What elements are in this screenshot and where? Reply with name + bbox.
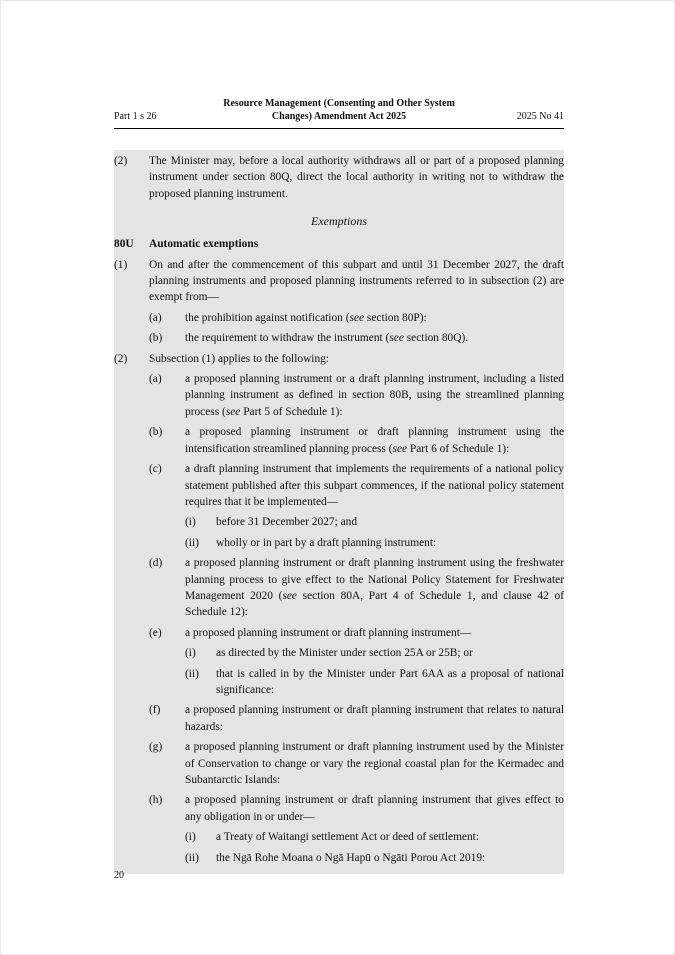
subparagraph-row <box>185 645 564 661</box>
paragraph-row <box>149 739 564 788</box>
paragraph-row <box>149 625 564 641</box>
provision-label: (g) <box>149 741 163 754</box>
provision-text: a draft planning instrument that implements the requirements of a national policy statement published after this subpart commences, if the national policy statement requires that it be implemented— <box>185 463 564 508</box>
provision-text: a Treaty of Waitangi settlement Act or deed of settlement: <box>216 831 480 844</box>
header-act-title-line2: Changes) Amendment Act 2025 <box>271 110 407 122</box>
header-act-title-line1: Resource Management (Consenting and Other System <box>223 98 455 109</box>
provision-text: a proposed planning instrument or draft planning instrument— <box>185 626 472 639</box>
crosshead: Exemptions <box>311 214 367 229</box>
provision-text: the Ngā Rohe Moana o Ngā Hapū o Ngāti Porou Act 2019: <box>216 851 486 864</box>
provision-text: a proposed planning instrument or draft planning instrument that gives effect to any obligation in or under— <box>185 794 564 823</box>
provision-text: wholly or in part by a draft planning instrument: <box>216 536 437 549</box>
provision-text: the requirement to withdraw the instrument (see section 80Q). <box>185 332 469 345</box>
provision-label: (b) <box>149 426 163 439</box>
paragraph-row <box>149 330 564 346</box>
paragraph-row <box>149 792 564 825</box>
header-part-reference: Part 1 s 26 <box>114 110 157 122</box>
provision-label: (c) <box>149 463 162 476</box>
provision-label: (h) <box>149 794 163 807</box>
provision-label: (d) <box>149 557 163 570</box>
header-act-title <box>202 98 476 123</box>
paragraph-row <box>149 310 564 326</box>
provision-label: (a) <box>149 311 162 324</box>
provision-label: 80U <box>114 238 134 251</box>
paragraph-row <box>149 702 564 735</box>
subparagraph-row <box>185 514 564 530</box>
provision-label: (i) <box>185 647 196 660</box>
provision-label: (f) <box>149 704 161 717</box>
provision-text: as directed by the Minister under section 25A or 25B; or <box>216 647 473 660</box>
provision-text: Subsection (1) applies to the following: <box>149 352 330 365</box>
subparagraph-row <box>185 535 564 551</box>
paragraph-row <box>149 461 564 510</box>
subparagraph-row <box>185 666 564 699</box>
paragraph-row <box>149 555 564 621</box>
provision-text: On and after the commencement of this subpart and until 31 December 2027, the draft planning instruments and proposed planning instruments referred to in subsection (2) are exempt from— <box>149 258 564 304</box>
header-act-number: 2025 No 41 <box>516 110 564 122</box>
provision-label: (2) <box>114 352 128 365</box>
provision-label: (b) <box>149 332 163 345</box>
subsection-row <box>114 153 564 202</box>
page-number: 20 <box>114 870 124 881</box>
section-row <box>114 236 564 252</box>
provision-label: (ii) <box>185 667 199 680</box>
provision-text: a proposed planning instrument or draft planning instrument used by the Minister of Conservation to change or vary the regional coastal plan for the Kermadec and Subantarctic Islands: <box>185 741 564 786</box>
provision-text: that is called in by the Minister under Part 6AA as a proposal of national significance: <box>216 667 564 696</box>
running-header <box>114 98 564 129</box>
provision-label: (e) <box>149 626 162 639</box>
provision-text: a proposed planning instrument or a draft planning instrument, including a listed planning instrument as defined in section 80B, using the streamlined planning process (see Part 5 of Schedule 1): <box>185 373 564 418</box>
provision-text: Automatic exemptions <box>149 238 259 251</box>
subparagraph-row <box>185 850 564 866</box>
provision-text: a proposed planning instrument or draft planning instrument that relates to natural hazards: <box>185 704 564 733</box>
provision-label: (i) <box>185 831 196 844</box>
provision-label: (a) <box>149 373 162 386</box>
subsection-row <box>114 351 564 367</box>
subparagraph-row <box>185 829 564 845</box>
provision-label: (ii) <box>185 536 199 549</box>
paragraph-row <box>149 424 564 457</box>
provision-text: a proposed planning instrument or draft planning instrument using the intensification streamlined planning process (see Part 6 of Schedule 1): <box>185 426 564 455</box>
provision-label: (1) <box>114 258 128 271</box>
provision-label: (i) <box>185 516 196 529</box>
provision-label: (ii) <box>185 851 199 864</box>
provision-text: a proposed planning instrument or draft planning instrument using the freshwater planning process to give effect to the National Policy Statement for Freshwater Management 2020 (see section 80A, Part 4 of Schedule 1, and clause 42 of Schedule 12): <box>185 557 564 619</box>
subsection-row <box>114 257 564 306</box>
provision-text: The Minister may, before a local authority withdraws all or part of a proposed planning instrument under section 80Q, direct the local authority in writing not to withdraw the proposed planning instrument. <box>149 155 564 200</box>
provision-text: before 31 December 2027; and <box>216 516 358 529</box>
statute-body <box>114 150 564 874</box>
paragraph-row <box>149 371 564 420</box>
provision-text: the prohibition against notification (see section 80P): <box>185 311 427 324</box>
provision-label: (2) <box>114 155 128 167</box>
